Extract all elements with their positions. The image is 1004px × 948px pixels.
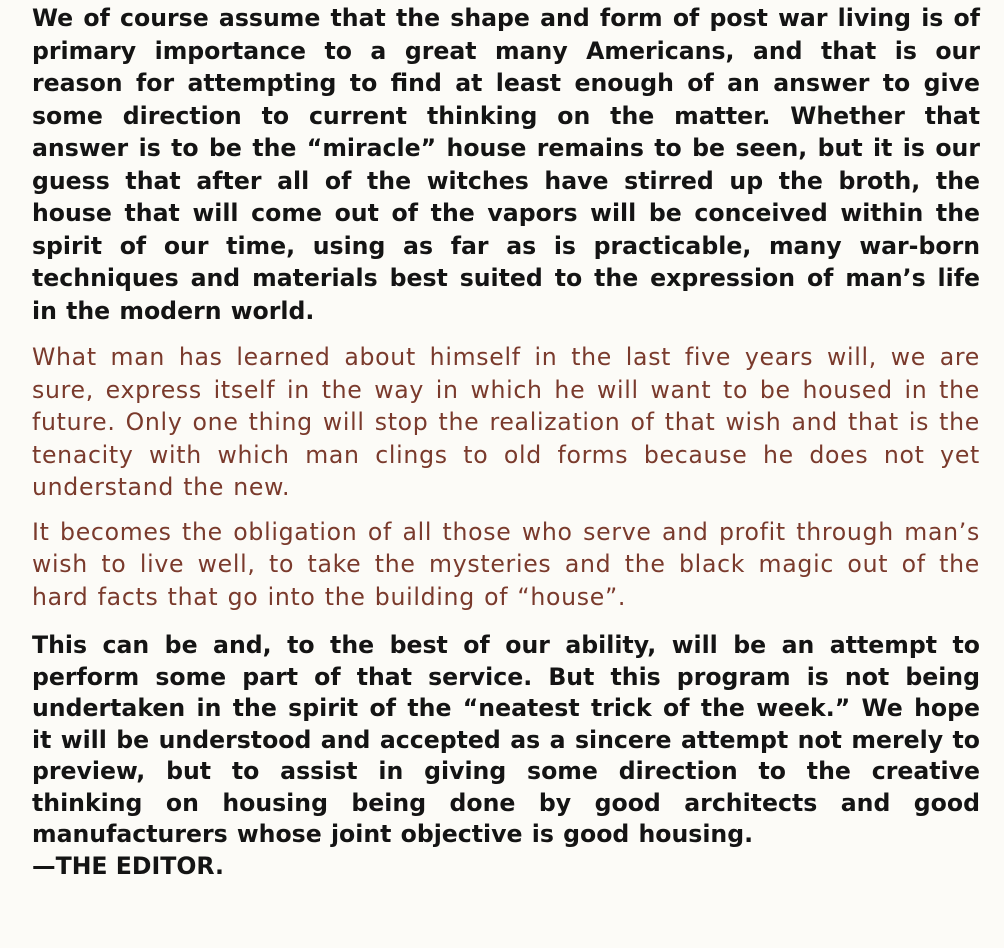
editorial-paragraph-3: It becomes the obligation of all those who serve and profit through man’s wish to live well, to take the mysteries and the black magic out of the hard facts that go into the building of “house”. (32, 517, 980, 611)
editorial-paragraph-1: We of course assume that the shape and form of post war living is of primary importance to a great many Americans, and that is our reason for attempting to find at least enough of an answer to give some direction to current thinking on the matter. Whether that answer is to be the “miracle” house remains to be seen, but it is our guess that after all of the witches have stirred up the broth, the house that will come out of the vapors will be conceived within the spirit of our time, using as far as is practicable, many war-born techniques and materials best suited to the expression of man’s life in the modern world. (32, 4, 980, 325)
editorial-paragraph-2: What man has learned about himself in the last five years will, we are sure, express itself in the way in which he will want to be housed in the future. Only one thing will stop the realization of that wish and that is the tenacity with which man clings to old forms because he does not yet understand the new. (32, 343, 980, 501)
paragraph-spacer (32, 504, 980, 516)
paragraph-spacer (32, 613, 980, 630)
paragraph-spacer (32, 327, 980, 341)
editor-signature: —THE EDITOR. (32, 851, 224, 880)
editorial-paragraph-4: This can be and, to the best of our ability, will be an attempt to perform some part of that service. But this program is not being undertaken in the spirit of the “neatest trick of the week.” We hope it will be understood and accepted as a sincere attempt not merely to preview, but to assist in giving some direction to the creative thinking on housing being done by good architects and good manufacturers whose joint objective is good housing. (32, 631, 980, 848)
